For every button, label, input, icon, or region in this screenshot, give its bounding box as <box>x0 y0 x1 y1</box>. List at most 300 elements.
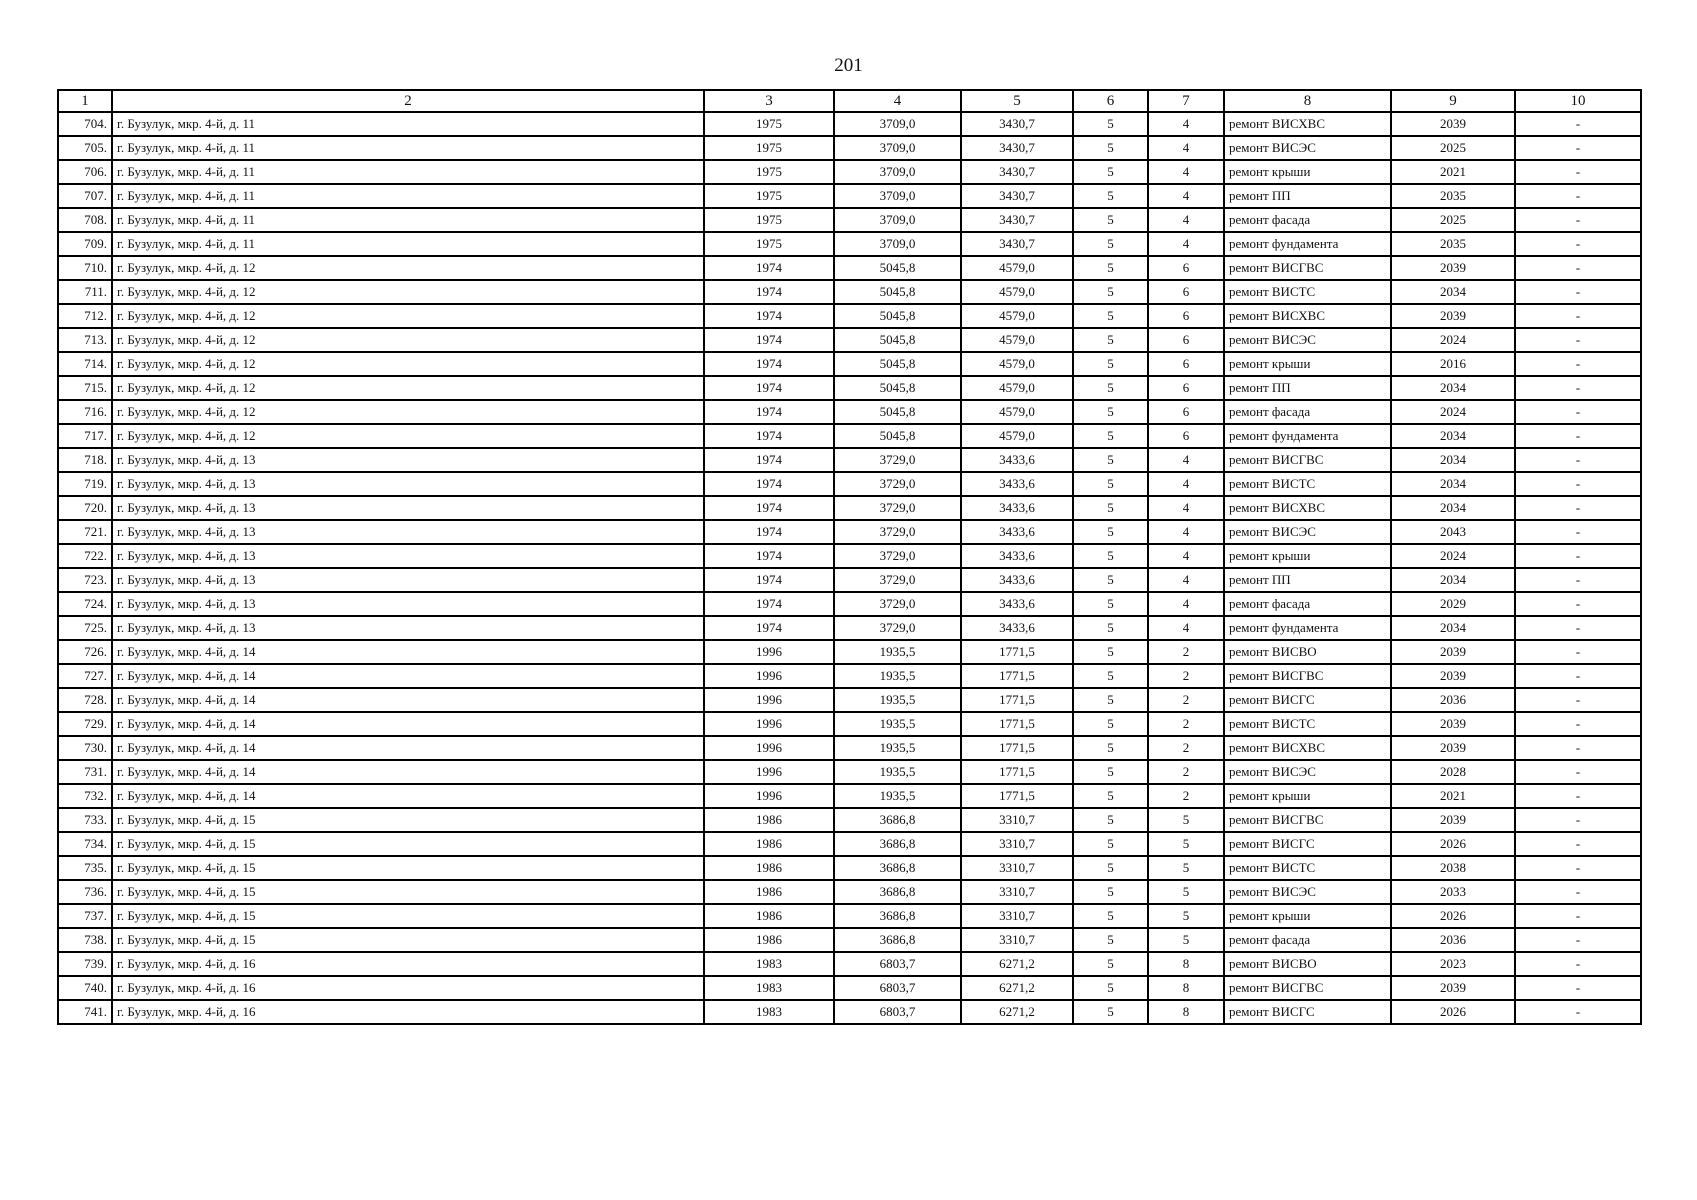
entrances-cell: 2 <box>1148 784 1224 808</box>
floors-cell: 5 <box>1073 952 1148 976</box>
total-area-cell: 6803,7 <box>834 1000 961 1024</box>
planned-year-cell: 2034 <box>1391 424 1515 448</box>
total-area-cell: 1935,5 <box>834 640 961 664</box>
work-type-cell: ремонт крыши <box>1224 160 1391 184</box>
note-cell: - <box>1515 832 1641 856</box>
table-row <box>58 976 1641 1000</box>
entrances-cell: 5 <box>1148 856 1224 880</box>
planned-year-cell: 2034 <box>1391 280 1515 304</box>
note-cell: - <box>1515 976 1641 1000</box>
entrances-cell: 5 <box>1148 880 1224 904</box>
living-area-cell: 3430,7 <box>961 184 1073 208</box>
note-cell: - <box>1515 688 1641 712</box>
planned-year-cell: 2038 <box>1391 856 1515 880</box>
note-cell: - <box>1515 592 1641 616</box>
column-header: 7 <box>1148 90 1224 112</box>
planned-year-cell: 2021 <box>1391 160 1515 184</box>
total-area-cell: 5045,8 <box>834 352 961 376</box>
address-cell: г. Бузулук, мкр. 4-й, д. 14 <box>112 712 704 736</box>
year-built-cell: 1974 <box>704 520 834 544</box>
total-area-cell: 1935,5 <box>834 736 961 760</box>
table-row <box>58 520 1641 544</box>
total-area-cell: 1935,5 <box>834 712 961 736</box>
planned-year-cell: 2039 <box>1391 664 1515 688</box>
work-type-cell: ремонт ВИСЭС <box>1224 328 1391 352</box>
row-number: 725. <box>58 616 112 640</box>
column-header: 1 <box>58 90 112 112</box>
entrances-cell: 5 <box>1148 904 1224 928</box>
year-built-cell: 1986 <box>704 856 834 880</box>
planned-year-cell: 2034 <box>1391 376 1515 400</box>
address-cell: г. Бузулук, мкр. 4-й, д. 14 <box>112 784 704 808</box>
living-area-cell: 3430,7 <box>961 160 1073 184</box>
year-built-cell: 1996 <box>704 784 834 808</box>
work-type-cell: ремонт ВИСТС <box>1224 472 1391 496</box>
entrances-cell: 8 <box>1148 952 1224 976</box>
total-area-cell: 5045,8 <box>834 256 961 280</box>
floors-cell: 5 <box>1073 880 1148 904</box>
table-row <box>58 208 1641 232</box>
work-type-cell: ремонт ПП <box>1224 184 1391 208</box>
table-row <box>58 472 1641 496</box>
work-type-cell: ремонт ВИСЭС <box>1224 520 1391 544</box>
address-cell: г. Бузулук, мкр. 4-й, д. 11 <box>112 232 704 256</box>
note-cell: - <box>1515 256 1641 280</box>
planned-year-cell: 2043 <box>1391 520 1515 544</box>
total-area-cell: 5045,8 <box>834 400 961 424</box>
floors-cell: 5 <box>1073 568 1148 592</box>
planned-year-cell: 2025 <box>1391 208 1515 232</box>
floors-cell: 5 <box>1073 712 1148 736</box>
entrances-cell: 6 <box>1148 280 1224 304</box>
table-row <box>58 352 1641 376</box>
table-row <box>58 304 1641 328</box>
table-row <box>58 544 1641 568</box>
row-number: 709. <box>58 232 112 256</box>
entrances-cell: 5 <box>1148 928 1224 952</box>
floors-cell: 5 <box>1073 1000 1148 1024</box>
page-number: 201 <box>834 55 863 76</box>
living-area-cell: 4579,0 <box>961 424 1073 448</box>
work-type-cell: ремонт ВИСТС <box>1224 856 1391 880</box>
note-cell: - <box>1515 400 1641 424</box>
work-type-cell: ремонт ВИСХВС <box>1224 496 1391 520</box>
total-area-cell: 6803,7 <box>834 976 961 1000</box>
address-cell: г. Бузулук, мкр. 4-й, д. 11 <box>112 208 704 232</box>
note-cell: - <box>1515 640 1641 664</box>
planned-year-cell: 2029 <box>1391 592 1515 616</box>
address-cell: г. Бузулук, мкр. 4-й, д. 12 <box>112 328 704 352</box>
table-row <box>58 832 1641 856</box>
work-type-cell: ремонт ВИСГВС <box>1224 256 1391 280</box>
total-area-cell: 5045,8 <box>834 328 961 352</box>
address-cell: г. Бузулук, мкр. 4-й, д. 14 <box>112 760 704 784</box>
year-built-cell: 1996 <box>704 664 834 688</box>
note-cell: - <box>1515 880 1641 904</box>
planned-year-cell: 2039 <box>1391 976 1515 1000</box>
entrances-cell: 4 <box>1148 184 1224 208</box>
work-type-cell: ремонт ВИСВО <box>1224 640 1391 664</box>
table-row <box>58 160 1641 184</box>
table-row <box>58 496 1641 520</box>
note-cell: - <box>1515 496 1641 520</box>
column-header: 6 <box>1073 90 1148 112</box>
note-cell: - <box>1515 568 1641 592</box>
planned-year-cell: 2034 <box>1391 568 1515 592</box>
address-cell: г. Бузулук, мкр. 4-й, д. 15 <box>112 856 704 880</box>
row-number: 714. <box>58 352 112 376</box>
year-built-cell: 1974 <box>704 472 834 496</box>
year-built-cell: 1983 <box>704 976 834 1000</box>
living-area-cell: 3433,6 <box>961 520 1073 544</box>
address-cell: г. Бузулук, мкр. 4-й, д. 11 <box>112 184 704 208</box>
floors-cell: 5 <box>1073 280 1148 304</box>
planned-year-cell: 2039 <box>1391 112 1515 136</box>
note-cell: - <box>1515 784 1641 808</box>
living-area-cell: 3430,7 <box>961 136 1073 160</box>
row-number: 704. <box>58 112 112 136</box>
planned-year-cell: 2039 <box>1391 640 1515 664</box>
total-area-cell: 5045,8 <box>834 304 961 328</box>
address-cell: г. Бузулук, мкр. 4-й, д. 16 <box>112 1000 704 1024</box>
living-area-cell: 3433,6 <box>961 448 1073 472</box>
total-area-cell: 3709,0 <box>834 160 961 184</box>
living-area-cell: 3433,6 <box>961 496 1073 520</box>
row-number: 713. <box>58 328 112 352</box>
total-area-cell: 3686,8 <box>834 856 961 880</box>
note-cell: - <box>1515 136 1641 160</box>
work-type-cell: ремонт ВИСГС <box>1224 832 1391 856</box>
living-area-cell: 4579,0 <box>961 256 1073 280</box>
note-cell: - <box>1515 808 1641 832</box>
work-type-cell: ремонт ВИСГВС <box>1224 448 1391 472</box>
address-cell: г. Бузулук, мкр. 4-й, д. 13 <box>112 496 704 520</box>
total-area-cell: 3729,0 <box>834 568 961 592</box>
table-row <box>58 640 1641 664</box>
planned-year-cell: 2039 <box>1391 256 1515 280</box>
living-area-cell: 6271,2 <box>961 1000 1073 1024</box>
work-type-cell: ремонт крыши <box>1224 352 1391 376</box>
note-cell: - <box>1515 520 1641 544</box>
entrances-cell: 4 <box>1148 592 1224 616</box>
table-row <box>58 256 1641 280</box>
total-area-cell: 1935,5 <box>834 760 961 784</box>
row-number: 723. <box>58 568 112 592</box>
floors-cell: 5 <box>1073 616 1148 640</box>
year-built-cell: 1974 <box>704 304 834 328</box>
year-built-cell: 1974 <box>704 424 834 448</box>
entrances-cell: 4 <box>1148 472 1224 496</box>
row-number: 721. <box>58 520 112 544</box>
planned-year-cell: 2025 <box>1391 136 1515 160</box>
address-cell: г. Бузулук, мкр. 4-й, д. 13 <box>112 592 704 616</box>
note-cell: - <box>1515 328 1641 352</box>
work-type-cell: ремонт фасада <box>1224 928 1391 952</box>
row-number: 715. <box>58 376 112 400</box>
floors-cell: 5 <box>1073 904 1148 928</box>
year-built-cell: 1974 <box>704 376 834 400</box>
floors-cell: 5 <box>1073 448 1148 472</box>
year-built-cell: 1974 <box>704 280 834 304</box>
living-area-cell: 3433,6 <box>961 616 1073 640</box>
table-row <box>58 448 1641 472</box>
row-number: 719. <box>58 472 112 496</box>
work-type-cell: ремонт ВИСХВС <box>1224 112 1391 136</box>
note-cell: - <box>1515 952 1641 976</box>
year-built-cell: 1974 <box>704 592 834 616</box>
entrances-cell: 2 <box>1148 688 1224 712</box>
living-area-cell: 6271,2 <box>961 976 1073 1000</box>
total-area-cell: 3709,0 <box>834 136 961 160</box>
note-cell: - <box>1515 904 1641 928</box>
year-built-cell: 1996 <box>704 688 834 712</box>
entrances-cell: 4 <box>1148 568 1224 592</box>
work-type-cell: ремонт ВИСЭС <box>1224 136 1391 160</box>
living-area-cell: 3430,7 <box>961 208 1073 232</box>
floors-cell: 5 <box>1073 592 1148 616</box>
planned-year-cell: 2035 <box>1391 232 1515 256</box>
total-area-cell: 6803,7 <box>834 952 961 976</box>
floors-cell: 5 <box>1073 520 1148 544</box>
year-built-cell: 1986 <box>704 832 834 856</box>
total-area-cell: 5045,8 <box>834 424 961 448</box>
table-body <box>58 112 1641 1024</box>
address-cell: г. Бузулук, мкр. 4-й, д. 13 <box>112 448 704 472</box>
floors-cell: 5 <box>1073 784 1148 808</box>
entrances-cell: 5 <box>1148 808 1224 832</box>
total-area-cell: 3686,8 <box>834 904 961 928</box>
floors-cell: 5 <box>1073 976 1148 1000</box>
column-header: 2 <box>112 90 704 112</box>
total-area-cell: 3729,0 <box>834 496 961 520</box>
total-area-cell: 3729,0 <box>834 592 961 616</box>
living-area-cell: 3433,6 <box>961 544 1073 568</box>
address-cell: г. Бузулук, мкр. 4-й, д. 12 <box>112 424 704 448</box>
floors-cell: 5 <box>1073 232 1148 256</box>
year-built-cell: 1974 <box>704 568 834 592</box>
floors-cell: 5 <box>1073 688 1148 712</box>
note-cell: - <box>1515 616 1641 640</box>
table-row <box>58 616 1641 640</box>
row-number: 707. <box>58 184 112 208</box>
year-built-cell: 1986 <box>704 904 834 928</box>
row-number: 730. <box>58 736 112 760</box>
planned-year-cell: 2036 <box>1391 928 1515 952</box>
year-built-cell: 1975 <box>704 112 834 136</box>
address-cell: г. Бузулук, мкр. 4-й, д. 11 <box>112 160 704 184</box>
entrances-cell: 6 <box>1148 328 1224 352</box>
row-number: 724. <box>58 592 112 616</box>
table-row <box>58 568 1641 592</box>
table-row <box>58 400 1641 424</box>
table-row <box>58 760 1641 784</box>
floors-cell: 5 <box>1073 352 1148 376</box>
row-number: 738. <box>58 928 112 952</box>
table-row <box>58 904 1641 928</box>
address-cell: г. Бузулук, мкр. 4-й, д. 15 <box>112 832 704 856</box>
floors-cell: 5 <box>1073 400 1148 424</box>
table-row <box>58 328 1641 352</box>
living-area-cell: 1771,5 <box>961 760 1073 784</box>
entrances-cell: 6 <box>1148 352 1224 376</box>
work-type-cell: ремонт фасада <box>1224 592 1391 616</box>
living-area-cell: 4579,0 <box>961 400 1073 424</box>
year-built-cell: 1975 <box>704 208 834 232</box>
work-type-cell: ремонт ВИСТС <box>1224 712 1391 736</box>
total-area-cell: 5045,8 <box>834 280 961 304</box>
address-cell: г. Бузулук, мкр. 4-й, д. 12 <box>112 376 704 400</box>
living-area-cell: 4579,0 <box>961 304 1073 328</box>
total-area-cell: 3729,0 <box>834 520 961 544</box>
entrances-cell: 2 <box>1148 736 1224 760</box>
planned-year-cell: 2036 <box>1391 688 1515 712</box>
note-cell: - <box>1515 472 1641 496</box>
living-area-cell: 4579,0 <box>961 376 1073 400</box>
entrances-cell: 6 <box>1148 256 1224 280</box>
table-row <box>58 856 1641 880</box>
note-cell: - <box>1515 232 1641 256</box>
note-cell: - <box>1515 376 1641 400</box>
entrances-cell: 4 <box>1148 136 1224 160</box>
table-row <box>58 136 1641 160</box>
entrances-cell: 8 <box>1148 1000 1224 1024</box>
table-row <box>58 784 1641 808</box>
table-row <box>58 112 1641 136</box>
row-number: 736. <box>58 880 112 904</box>
entrances-cell: 4 <box>1148 496 1224 520</box>
entrances-cell: 4 <box>1148 616 1224 640</box>
total-area-cell: 3709,0 <box>834 232 961 256</box>
total-area-cell: 3729,0 <box>834 472 961 496</box>
entrances-cell: 4 <box>1148 232 1224 256</box>
total-area-cell: 3709,0 <box>834 208 961 232</box>
entrances-cell: 6 <box>1148 376 1224 400</box>
planned-year-cell: 2026 <box>1391 904 1515 928</box>
planned-year-cell: 2033 <box>1391 880 1515 904</box>
address-cell: г. Бузулук, мкр. 4-й, д. 13 <box>112 568 704 592</box>
floors-cell: 5 <box>1073 424 1148 448</box>
note-cell: - <box>1515 304 1641 328</box>
planned-year-cell: 2039 <box>1391 712 1515 736</box>
address-cell: г. Бузулук, мкр. 4-й, д. 12 <box>112 352 704 376</box>
row-number: 726. <box>58 640 112 664</box>
work-type-cell: ремонт ВИСГС <box>1224 688 1391 712</box>
address-cell: г. Бузулук, мкр. 4-й, д. 15 <box>112 880 704 904</box>
work-type-cell: ремонт фундамента <box>1224 232 1391 256</box>
planned-year-cell: 2016 <box>1391 352 1515 376</box>
address-cell: г. Бузулук, мкр. 4-й, д. 16 <box>112 952 704 976</box>
living-area-cell: 1771,5 <box>961 784 1073 808</box>
planned-year-cell: 2034 <box>1391 496 1515 520</box>
table-row <box>58 928 1641 952</box>
work-type-cell: ремонт крыши <box>1224 904 1391 928</box>
column-header: 5 <box>961 90 1073 112</box>
year-built-cell: 1996 <box>704 736 834 760</box>
floors-cell: 5 <box>1073 760 1148 784</box>
table-header-row <box>58 90 1641 112</box>
column-header: 4 <box>834 90 961 112</box>
year-built-cell: 1975 <box>704 232 834 256</box>
note-cell: - <box>1515 712 1641 736</box>
column-header: 9 <box>1391 90 1515 112</box>
floors-cell: 5 <box>1073 184 1148 208</box>
row-number: 705. <box>58 136 112 160</box>
floors-cell: 5 <box>1073 112 1148 136</box>
living-area-cell: 1771,5 <box>961 712 1073 736</box>
entrances-cell: 4 <box>1148 448 1224 472</box>
address-cell: г. Бузулук, мкр. 4-й, д. 11 <box>112 136 704 160</box>
entrances-cell: 6 <box>1148 400 1224 424</box>
address-cell: г. Бузулук, мкр. 4-й, д. 12 <box>112 304 704 328</box>
living-area-cell: 3310,7 <box>961 880 1073 904</box>
table-row <box>58 712 1641 736</box>
planned-year-cell: 2024 <box>1391 328 1515 352</box>
planned-year-cell: 2034 <box>1391 448 1515 472</box>
entrances-cell: 2 <box>1148 664 1224 688</box>
table-row <box>58 232 1641 256</box>
table-row <box>58 280 1641 304</box>
living-area-cell: 3433,6 <box>961 592 1073 616</box>
living-area-cell: 1771,5 <box>961 736 1073 760</box>
row-number: 716. <box>58 400 112 424</box>
table-row <box>58 424 1641 448</box>
address-cell: г. Бузулук, мкр. 4-й, д. 12 <box>112 400 704 424</box>
work-type-cell: ремонт ВИСЭС <box>1224 880 1391 904</box>
address-cell: г. Бузулук, мкр. 4-й, д. 12 <box>112 256 704 280</box>
floors-cell: 5 <box>1073 640 1148 664</box>
note-cell: - <box>1515 856 1641 880</box>
row-number: 727. <box>58 664 112 688</box>
column-header: 10 <box>1515 90 1641 112</box>
entrances-cell: 6 <box>1148 304 1224 328</box>
address-cell: г. Бузулук, мкр. 4-й, д. 14 <box>112 688 704 712</box>
planned-year-cell: 2026 <box>1391 832 1515 856</box>
floors-cell: 5 <box>1073 808 1148 832</box>
work-type-cell: ремонт ВИСВО <box>1224 952 1391 976</box>
table-row <box>58 592 1641 616</box>
row-number: 708. <box>58 208 112 232</box>
entrances-cell: 4 <box>1148 208 1224 232</box>
column-header: 3 <box>704 90 834 112</box>
work-type-cell: ремонт крыши <box>1224 544 1391 568</box>
work-type-cell: ремонт крыши <box>1224 784 1391 808</box>
row-number: 711. <box>58 280 112 304</box>
floors-cell: 5 <box>1073 832 1148 856</box>
address-cell: г. Бузулук, мкр. 4-й, д. 12 <box>112 280 704 304</box>
floors-cell: 5 <box>1073 376 1148 400</box>
address-cell: г. Бузулук, мкр. 4-й, д. 13 <box>112 520 704 544</box>
entrances-cell: 2 <box>1148 640 1224 664</box>
work-type-cell: ремонт ПП <box>1224 376 1391 400</box>
planned-year-cell: 2035 <box>1391 184 1515 208</box>
total-area-cell: 3729,0 <box>834 448 961 472</box>
floors-cell: 5 <box>1073 160 1148 184</box>
row-number: 733. <box>58 808 112 832</box>
total-area-cell: 3709,0 <box>834 184 961 208</box>
table-row <box>58 688 1641 712</box>
table-row <box>58 184 1641 208</box>
note-cell: - <box>1515 1000 1641 1024</box>
total-area-cell: 3686,8 <box>834 832 961 856</box>
row-number: 737. <box>58 904 112 928</box>
floors-cell: 5 <box>1073 856 1148 880</box>
note-cell: - <box>1515 448 1641 472</box>
living-area-cell: 3310,7 <box>961 832 1073 856</box>
table-row <box>58 736 1641 760</box>
floors-cell: 5 <box>1073 328 1148 352</box>
living-area-cell: 4579,0 <box>961 328 1073 352</box>
total-area-cell: 5045,8 <box>834 376 961 400</box>
